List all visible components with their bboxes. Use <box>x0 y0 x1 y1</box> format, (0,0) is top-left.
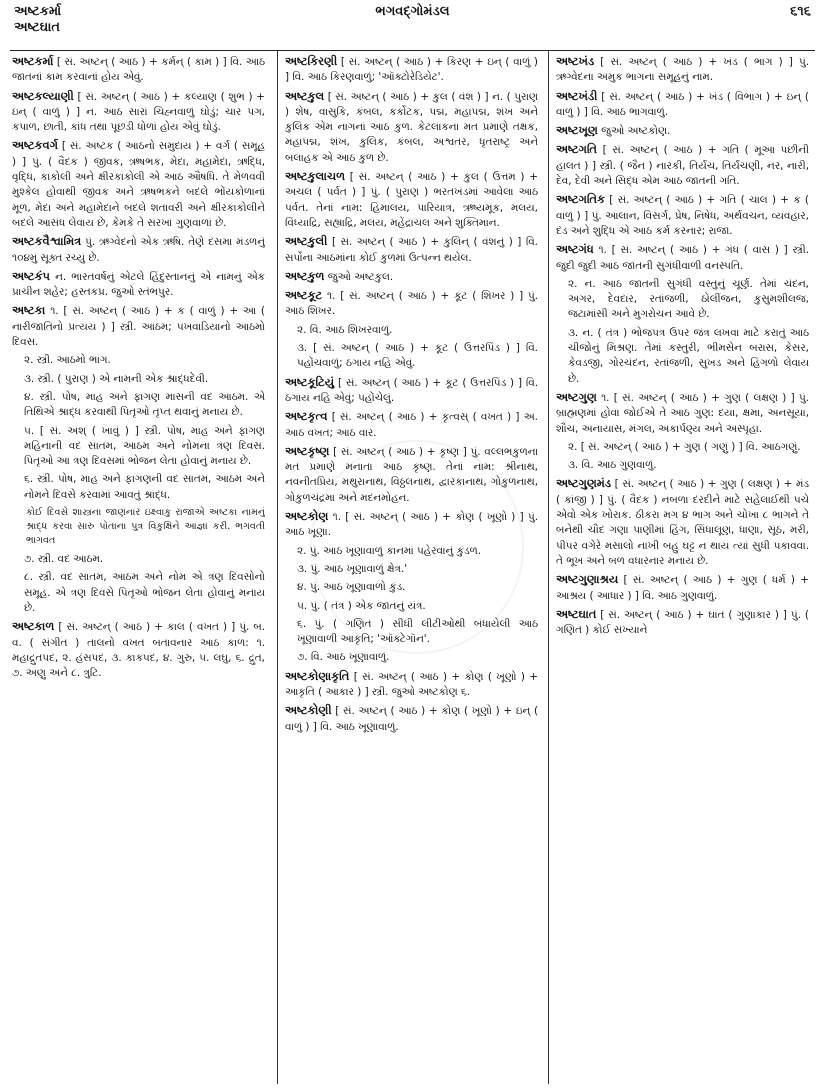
sense-definition: ૪. સ્ત્રી. પોષ, માહ અને ફાગણ માસની વદ આઠમ. એ તિથિએ શ્રાદ્ધ કરવાથી પિતૃઓ તૃપ્ત થવાનું મનાય છે. <box>24 390 265 419</box>
sense-definition: ૫. [ સં. અશ્ ( ખાવું ) ] સ્ત્રી. પોષ, માહ અને ફાગણ મહિનાની વદ સાતમ, આઠમ અને નોમના ત્રણ દિવસ. પિતૃઓ આ ત્રણ દિવસમાં ભોજન લેતા હોવાનું મનાય છે. <box>24 424 265 468</box>
dictionary-entry <box>12 619 265 681</box>
dictionary-entry <box>12 138 265 231</box>
headword: અષ્ટકુલાચળ <box>285 169 345 184</box>
sense-definition: ૨. પું. આઠ ખૂણાવાળું કાનમાં પહેરવાનું કુંડળ. <box>297 544 482 557</box>
dictionary-entry <box>12 303 265 350</box>
dictionary-entry <box>285 54 538 86</box>
headword: અષ્ટખંડ <box>556 54 595 68</box>
definition: [ સં. અષ્ટન્ ( આઠ ) + ખંડ ( ભાગ ) ] પું. ઋગ્વેદના અમુક ભાગના સમૂહનું નામ. <box>556 56 809 84</box>
headword: અષ્ટકવૈશ્વામિત્ર <box>12 234 82 249</box>
definition: ૧. [ સં. અષ્ટન્ ( આઠ ) + કોણ ( ખૂણો ) ] પું. આઠ ખૂણા. <box>285 511 538 539</box>
headword: અષ્ટકંપ <box>12 268 50 283</box>
headword: અષ્ટકાળ <box>12 619 55 634</box>
headword: અષ્ટગુણમંડ <box>556 476 612 491</box>
headword: અષ્ટગુણાશ્રય <box>556 572 619 587</box>
dictionary-entry <box>285 375 538 407</box>
definition: ૧. [ સં. અષ્ટન્ ( આઠ ) + ગંધ ( વાસ ) ] સ્ત્રી. જુદી જુદી આઠ જાતની સુગંધીવાળી વનસ્પતિ. <box>556 244 809 272</box>
headword: અષ્ટકોણાકૃતિ <box>285 668 350 683</box>
sense-definition: ૨. સ્ત્રી. આઠમો ભાગ. <box>24 354 111 367</box>
dictionary-entry <box>556 390 809 437</box>
definition: [ સં. અષ્ટન્ ( આઠ ) + કૂટ ( ઉત્તરપિંડ ) ] વિ. ઠગાય નહિ એવું; પહોંચેલું. <box>285 376 538 404</box>
definition: [ સં. અષ્ટન્ ( આઠ ) + ગતિ ( ચાલ ) + ક ( વાળું ) ] પું. આલાન, વિસર્ગ, પ્રેષ, નિષેધ, અર્થવચન, વ્યવહાર, દંડ અને શુદ્ધિ એ આઠ કર્મ કરનાર; રાજા. <box>556 194 809 237</box>
citation-quote: કોઈ દિવસે શાસ્ત્રના જાણનાર ઇક્ષ્વાકુ રાજાએ અષ્ટકા નામનું શ્રાદ્ધ કરવા સારુ પોતાના પુત્ર વિકુક્ષિને આજ્ઞા કરી. ભગવતી ભાગવત <box>26 507 265 547</box>
sense-definition: ૭. વિ. આઠ ખૂણાવાળું. <box>297 651 390 664</box>
definition: [ સં. અષ્ટન્ ( આઠ ) + કલ્યાણ ( શુભ ) + ઇન્ ( વાળું ) ] ન. આઠ સારાં ચિહ્નવાળું ઘોડું; ચાર પગ, કપાળ, છાતી, કાંધ તથા પૂછડી ધોળાં હોય એવું ઘોડું. <box>12 90 265 134</box>
definition: ન. ભારતવર્ષનું એટલે હિંદુસ્તાનનું એ નામનું એક પ્રાચીન શહેર; હસ્તકપ્ર. જુઓ સ્તંભપુર. <box>12 270 265 299</box>
sense-definition: ૬. પું. ( ગણિત ) સીધી લીટીઓથી બંધાયેલી આઠ ખૂણાવાળી આકૃતિ; 'ઑક્ટેગૉન'. <box>297 617 538 646</box>
dictionary-entry <box>285 234 538 266</box>
definition: [ સં. અષ્ટન્ ( આઠ ) + કુલિન્ ( વંશનું ) ] વિ. સર્પોના આઠમાંના કોઈ કુળમાં ઉત્પન્ન થયેલ. <box>285 236 538 264</box>
dictionary-entry <box>556 54 809 86</box>
headword: અષ્ટકૃષ્ણ <box>285 443 330 458</box>
sense-definition: ૩. [ સં. અષ્ટન્ ( આઠ ) + કૂટ ( ઉત્તરપિંડ ) ] વિ. પહોંચવાળું; ઠગાય નહિ એવું. <box>297 342 538 370</box>
headword: અષ્ટકૂટ <box>285 288 323 303</box>
sense-definition: ૩. પું. આઠ ખૂણાવાળું ક્ષેત્ર.' <box>297 562 408 575</box>
dictionary-entry <box>285 509 538 541</box>
dictionary-entry <box>12 89 265 136</box>
column-1 <box>12 54 265 1084</box>
sense-definition: ૩. ન. ( તંત્ર ) ભોજપત્ર ઉપર જંત્ર લખવા માટે કરાતું આઠ ચીજોનું મિશ્રણ. તેમાં કસ્તુરી, ભીમસેન બરાસ, કેસર, કેવડજી, ગોરચંદન, રતાંજળી, સુખડ અને હિંગળો લેવાય છે. <box>568 326 809 385</box>
definition: [ સં. અષ્ટન્ ( આઠ ) + ઘાત ( ગુણાકાર ) ] પું. ( ગણિત ) કોઈ સંખ્યાને <box>556 608 809 637</box>
sense-definition: ૨. વિ. આઠ શિખરવાળું. <box>297 323 393 336</box>
definition: [ સં. અષ્ટન્ ( આઠ ) + કુલ ( વંશ ) ] ન. ( પુરાણ ) શેષ, વાસુકિ, કંબલ, કર્કોટક, પદ્મ, મહાપદ્મ, શંખ અને કુલિક એમ નાગનાં આઠ કુળ. કેટલાકના મત પ્રમાણે તક્ષક, મહાપદ્મ, શંખ, કુલિક, કંબલ, અશ્વતર, ધૃતરાષ્ટ્ર અને બલાહક એ આઠ કુળ છે. <box>285 90 538 164</box>
sense-definition: ૬. સ્ત્રી. પોષ, માહ અને ફાગણની વદ સાતમ, આઠમ અને નોમને દિવસે કરવામાં આવતું શ્રાદ્ધ. <box>24 473 265 501</box>
definition: [ સં. અષ્ટન્ ( આઠ ) + ગુણ ( લક્ષણ ) + મંડ ( કાંજી ) ] પું. ( વૈદક ) નબળા દરદીને માટે સહેલાઈથી પચે એવો એક ખોરાક. ઠીકરા મગ ૪ ભાગ અને ચોખા ૮ ભાગને તે બનેથી ચૌદ ગણા પાણીમાં હિંગ, સિંધાલૂણ, ધાણા, સૂંઠ, મરી, પીપર વગેરે મસાલો નાખી બહુ ઘટ્ટ ન થાય ત્યાં સુધી પકાવવા. તે ભૂખ અને બળ વધારનાર મનાય છે. <box>556 478 809 567</box>
definition: જુઓ અષ્ટકોણ. <box>597 125 671 138</box>
definition: [ સં. અષ્ટન્ ( આઠ ) + કિરણ + ઇન્ ( વાળું ) ] વિ. આઠ કિરણવાળું; 'ઑક્ટોરેડિયેટ'. <box>285 56 538 84</box>
headword: અષ્ટકુલી <box>285 234 328 249</box>
sense-definition: ૨. ન. આઠ જાતની સુગંધી વસ્તુનું ચૂર્ણ. તેમાં ચંદન, અગર, દેવદાર, રતાંજળી, ઠોલીંજન, કુસુમશીલજ, જટામાંસી અને મુગરોચન આવે છે. <box>568 277 809 321</box>
headword: અષ્ટગતિ <box>556 142 597 157</box>
headword: અષ્ટકુલ <box>285 88 325 103</box>
definition: [ સં. અષ્ટન્ ( આઠ ) + ગતિ ( મૂઆ પછીની હાલત ) ] સ્ત્રી. ( જૈન ) નારકી, તિર્યંચ, તિર્યંચણી, નર, નારી, દેવ, દેવી અને સિદ્ધ એમ આઠ જાતની ગતિ. <box>556 144 809 188</box>
definition: ૧. [ સં. અષ્ટન્ ( આઠ ) + કૂટ ( શિખર ) ] પું. આઠ શિખર. <box>285 290 538 318</box>
headword: અષ્ટગતિક <box>556 192 606 207</box>
dictionary-entry <box>556 242 809 274</box>
dictionary-entry <box>556 476 809 569</box>
sense-definition: ૭. સ્ત્રી. વદ આઠમ. <box>24 553 104 566</box>
definition: પું. ઋગ્વેદનો એક ઋષિ. તેણે દસમા મંડળનું ૧૦૪મું સૂક્ત રચ્યું છે. <box>12 236 265 264</box>
dictionary-entry <box>556 572 809 604</box>
column-divider <box>548 50 549 1084</box>
column-3 <box>556 54 809 1084</box>
dictionary-entry <box>556 142 809 189</box>
dictionary-entry <box>285 444 538 506</box>
definition: ૧. [ સં. અષ્ટન્ ( આઠ ) + ક ( વાળું ) + આ ( નારીજાતિનો પ્રત્યય ) ] સ્ત્રી. આઠમ; પખવાડિયાનો આઠમો દિવસ. <box>12 305 265 349</box>
dictionary-entry <box>12 54 265 86</box>
dictionary-entry <box>556 607 809 639</box>
definition: [ સં. અષ્ટન્ ( આઠ ) + કૃષ્ણ ] પું. વલ્લભકુળના મત પ્રમાણે મનાતા આઠ કૃષ્ણ. તેનાં નામ: શ્રીનાથ, નવનીતપ્રિય, મથુરાનાથ, વિઠ્ઠલનાથ, દ્વારકાનાથ, ગોકુળનાથ, ગોકુળચંદ્રમા અને મદનમોહન. <box>285 445 538 504</box>
definition: જુઓ અષ્ટકુલ. <box>324 270 394 283</box>
dictionary-entry <box>285 288 538 320</box>
book-title: ભગવદ્ગોમંડલ <box>375 4 450 19</box>
headword: અષ્ટકિરણી <box>285 54 338 68</box>
headword: અષ્ટગુણ <box>556 389 597 404</box>
sense-definition: ૩. વિ. આઠ ગુણવાળું. <box>568 459 657 472</box>
definition: [ સં. અષ્ટન્ ( આઠ ) + કૃત્વસ્ ( વખત ) ] અ. આઠ વખત; આઠ વાર. <box>285 411 538 439</box>
first-headword: અષ્ટકર્મા <box>14 4 62 19</box>
headword: અષ્ટકોણી <box>285 703 332 718</box>
page-number: ૬૧૬ <box>790 4 811 19</box>
sense-definition: ૫. પું. ( તંત્ર ) એક જાતનું યંત્ર. <box>297 599 426 612</box>
definition: [ સં. અષ્ટન્ ( આઠ ) + કર્મન્ ( કામ ) ] વિ. આઠ જાતનાં કામ કરવાનાં હોય એવું. <box>12 56 265 84</box>
definition: [ સં. અષ્ટન્ ( આઠ ) + કોણ ( ખૂણો ) + આકૃતિ ( આકાર ) ] સ્ત્રી. જુઓ અષ્ટકોણ ૬. <box>285 670 538 698</box>
dictionary-entry <box>285 703 538 735</box>
headword: અષ્ટકલ્યાણી <box>12 88 74 103</box>
definition: [ સં. અષ્ટન્ ( આઠ ) + કોણ ( ખૂણો ) + ઇન્ ( વાળું ) ] વિ. આઠ ખૂણાવાળું. <box>285 705 538 733</box>
dictionary-entry <box>12 269 265 301</box>
headword: અષ્ટકૂટિયું <box>285 374 335 389</box>
definition: [ સં. અષ્ટન્ ( આઠ ) + ગુણ ( ધર્મ ) + આશ્રય ( આધાર ) ] વિ. આઠ ગુણવાળું. <box>556 574 809 602</box>
last-headword: અષ્ટઘાત <box>14 20 60 35</box>
dictionary-entry <box>285 669 538 701</box>
definition: [ સં. અષ્ટન્ ( આઠ ) + કાલ ( વખત ) ] પું. બ. વ. ( સંગીત ) તાલનો વખત બતાવનાર આઠ કાળ: ૧. મહાદ્રુતપદ, ૨. હંસપદ, ૩. કાકપદ, ૪. ગુરુ, ૫. લઘુ, ૬. દ્રુત, ૭. અણુ અને ૮. ત્રુટિ. <box>12 621 265 680</box>
dictionary-entry <box>285 169 538 231</box>
headword: અષ્ટઘાત <box>556 606 597 621</box>
dictionary-entry <box>285 89 538 166</box>
headword: અષ્ટગંધ <box>556 242 594 257</box>
headword: અષ્ટખૂણ <box>556 123 598 138</box>
headword: અષ્ટકર્મા <box>12 54 54 68</box>
headword: અષ્ટખંડી <box>556 88 598 103</box>
definition: [ સં. અષ્ટન્ ( આઠ ) + કુલ ( ઉત્તમ ) + અચલ ( પર્વત ) ] પું. ( પુરાણ ) ભરતખંડમાં આવેલા આઠ પર્વત. તેનાં નામ: હિમાલય, પારિયાત્ર, ઋષ્યમૂક, મલય, વિંધ્યાદ્રિ, સહ્યાદ્રિ, મલય, મહેંદ્રાચલ અને શુક્તિમાન. <box>285 171 538 229</box>
dictionary-entry <box>556 123 809 139</box>
dictionary-entry <box>556 192 809 239</box>
sense-definition: ૨. [ સં. અષ્ટન્ ( આઠ ) + ગુણ ( ગણું ) ] વિ. આઠગણું. <box>568 440 801 453</box>
headword: અષ્ટકવર્ગ <box>12 138 58 153</box>
sense-definition: ૪. પું. આઠ ખૂણાવાળો કુંડ. <box>297 581 406 594</box>
definition: [ સં. અષ્ટન્ ( આઠ ) + ખંડ ( વિભાગ ) + ઇન્ ( વાળું ) ] વિ. આઠ ભાગવાળું. <box>556 90 809 118</box>
column-divider <box>277 50 278 1084</box>
headword: અષ્ટકૃત્વ <box>285 409 328 424</box>
definition: [ સં. અષ્ટક ( આઠનો સમુદાય ) + વર્ગ ( સમૂહ ) ] પું. ( વૈદક ) જીવક, ઋષભક, મેદા, મહામેદા, ઋદ્ધિ, વૃદ્ધિ, કાકોલી અને ક્ષીરકાકોલી એ આઠ ઔષધિ. તે મેળવવી મુશ્કેલ હોવાથી જીવક અને ઋષભકને બદલે ભોંયકોળાનાં મૂળ, મેદા અને મહામેદાને બદલે શતાવરી અને ક્ષીરકાકોલીને બદલે આસંધ લેવાય છે, કેમકે તે સરખાં ગુણવાળાં છે. <box>12 140 265 229</box>
dictionary-entry <box>285 269 538 285</box>
sense-definition: ૩. સ્ત્રી. ( પુરાણ ) એ નામની એક શ્રાદ્ધદેવી. <box>24 372 209 385</box>
dictionary-entry <box>285 409 538 441</box>
dictionary-entry <box>12 234 265 266</box>
definition: ૧. [ સં. અષ્ટન્ ( આઠ ) + ગુણ ( લક્ષણ ) ] પું. બ્રાહ્મણમાં હોવા જોઈએ તે આઠ ગુણ: દયા, ક્ષમા, અનસૂયા, શૌચ, અનાયાસ, મંગલ, અકાર્પણ્ય અને અસ્પૃહા. <box>556 391 809 435</box>
header-rule <box>10 50 815 51</box>
sense-definition: ૮. સ્ત્રી. વદ સાતમ, આઠમ અને નોમ એ ત્રણ દિવસોનો સમૂહ. એ ત્રણ દિવસે પિતૃઓ ભોજન લેતા હોવાનું મનાય છે. <box>24 571 265 614</box>
headword: અષ્ટકુળ <box>285 268 325 283</box>
column-2 <box>285 54 538 1084</box>
headword: અષ્ટકા <box>12 303 46 318</box>
dictionary-entry <box>556 89 809 121</box>
headword: અષ્ટકોણ <box>285 509 329 524</box>
